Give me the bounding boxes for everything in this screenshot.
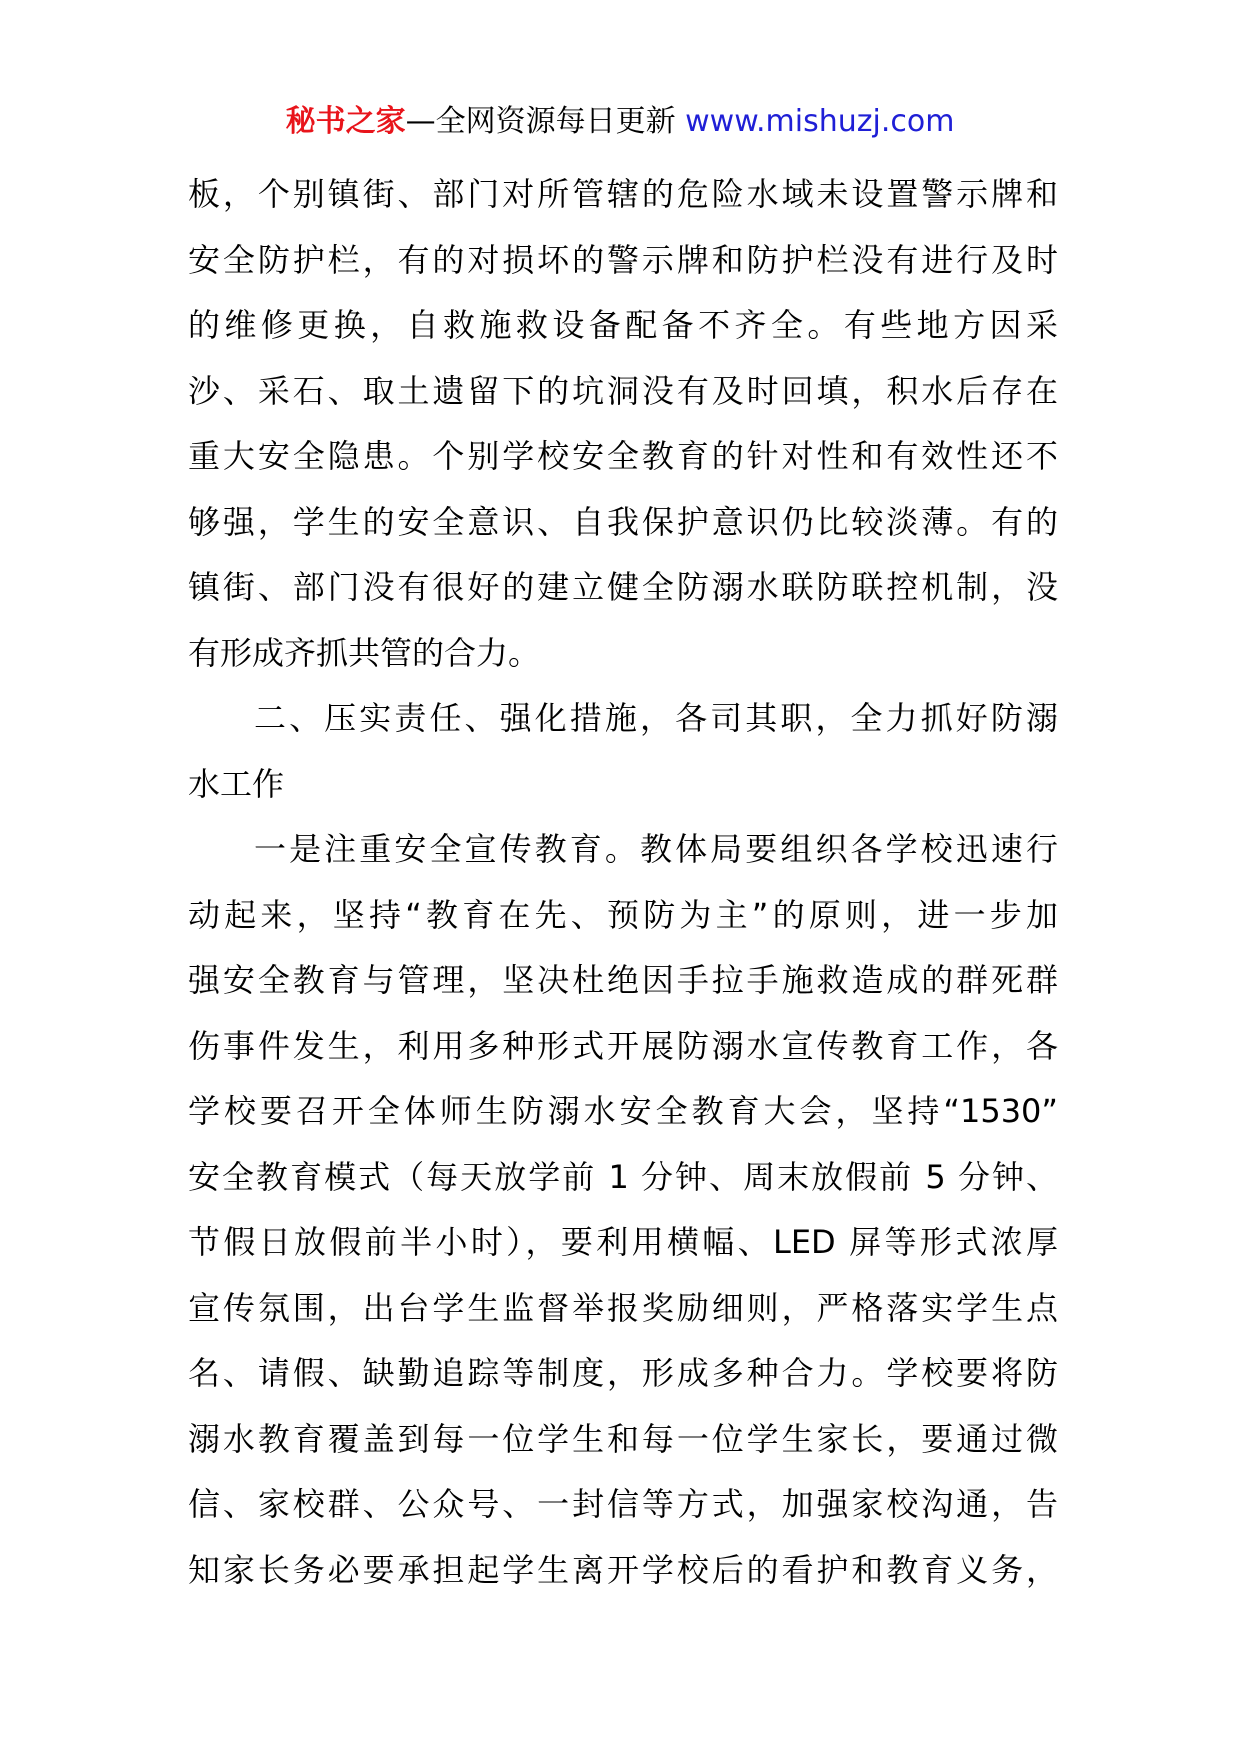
text-line: 学校要召开全体师生防溺水安全教育大会，坚持“1530” (188, 1092, 1058, 1130)
text-line: 宣传氛围，出台学生监督举报奖励细则，严格落实学生点 (188, 1288, 1058, 1327)
text-line: 够强，学生的安全意识、自我保护意识仍比较淡薄。有的 (188, 502, 1058, 541)
site-brand: 秘书之家 (285, 104, 406, 139)
text-line: 一是注重安全宣传教育。教体局要组织各学校迅速行 (254, 830, 1058, 868)
text-line: 的维修更换，自救施救设备配备不齐全。有些地方因采 (188, 306, 1058, 344)
site-header (0, 100, 1240, 144)
text-line: 强安全教育与管理，坚决杜绝因手拉手施救造成的群死群 (188, 961, 1058, 999)
section-heading-line: 水工作 (188, 764, 285, 803)
document-body (188, 162, 1058, 1603)
text-line: 有形成齐抓共管的合力。 (188, 633, 541, 672)
section-heading-line: 二、压实责任、强化措施，各司其职，全力抓好防溺 (254, 699, 1058, 737)
text-line: 安全防护栏，有的对损坏的警示牌和防护栏没有进行及时 (188, 240, 1058, 279)
text-line: 动起来，坚持“教育在先、预防为主”的原则，进一步加 (188, 895, 1058, 934)
text-line: 板，个别镇街、部门对所管辖的危险水域未设置警示牌和 (188, 175, 1058, 213)
text-line: 伤事件发生，利用多种形式开展防溺水宣传教育工作，各 (188, 1026, 1058, 1065)
site-slogan: —全网资源每日更新 (405, 104, 686, 139)
text-line: 镇街、部门没有很好的建立健全防溺水联防联控机制，没 (188, 568, 1058, 606)
text-line: 知家长务必要承担起学生离开学校后的看护和教育义务， (188, 1550, 1058, 1589)
text-line: 节假日放假前半小时），要利用横幅、LED 屏等形式浓厚 (188, 1223, 1058, 1261)
text-line: 安全教育模式（每天放学前 1 分钟、周末放假前 5 分钟、 (188, 1157, 1058, 1196)
text-line: 重大安全隐患。个别学校安全教育的针对性和有效性还不 (188, 437, 1058, 475)
site-url-link[interactable]: www.mishuzj.com (685, 104, 955, 139)
text-line: 名、请假、缺勤追踪等制度，形成多种合力。学校要将防 (188, 1354, 1058, 1392)
text-line: 沙、采石、取土遗留下的坑洞没有及时回填，积水后存在 (188, 371, 1058, 410)
text-line: 溺水教育覆盖到每一位学生和每一位学生家长，要通过微 (188, 1419, 1058, 1458)
text-line: 信、家校群、公众号、一封信等方式，加强家校沟通，告 (188, 1485, 1058, 1523)
